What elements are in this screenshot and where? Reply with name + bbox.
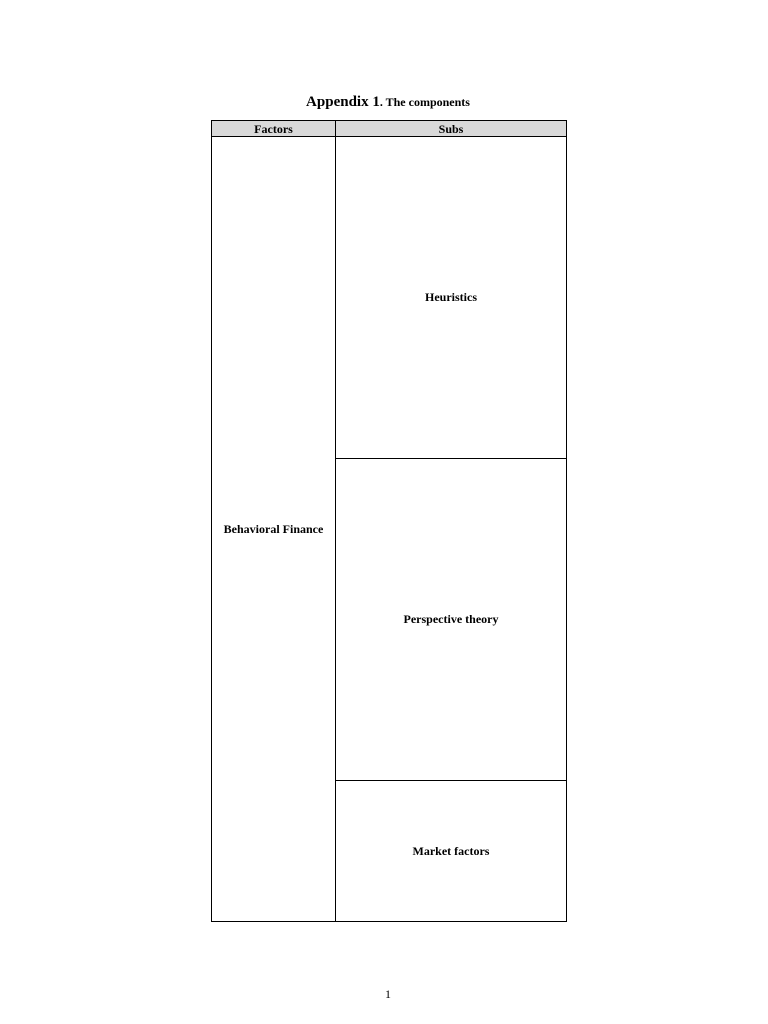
table-header-row	[212, 121, 567, 137]
factor-cell-behavioral-finance: Behavioral Finance	[212, 137, 336, 922]
sub-cell-perspective-theory: Perspective theory	[336, 459, 567, 781]
appendix-title	[0, 93, 768, 111]
sub-cell-market-factors: Market factors	[336, 781, 567, 922]
appendix-title-sub: . The components	[379, 95, 470, 109]
table-row	[212, 137, 567, 459]
appendix-title-main: Appendix 1	[306, 94, 380, 110]
components-table	[211, 120, 567, 922]
sub-cell-heuristics: Heuristics	[336, 137, 567, 459]
page-number: 1	[385, 987, 391, 1001]
header-subs: Subs	[336, 121, 567, 137]
header-factors: Factors	[212, 121, 336, 137]
